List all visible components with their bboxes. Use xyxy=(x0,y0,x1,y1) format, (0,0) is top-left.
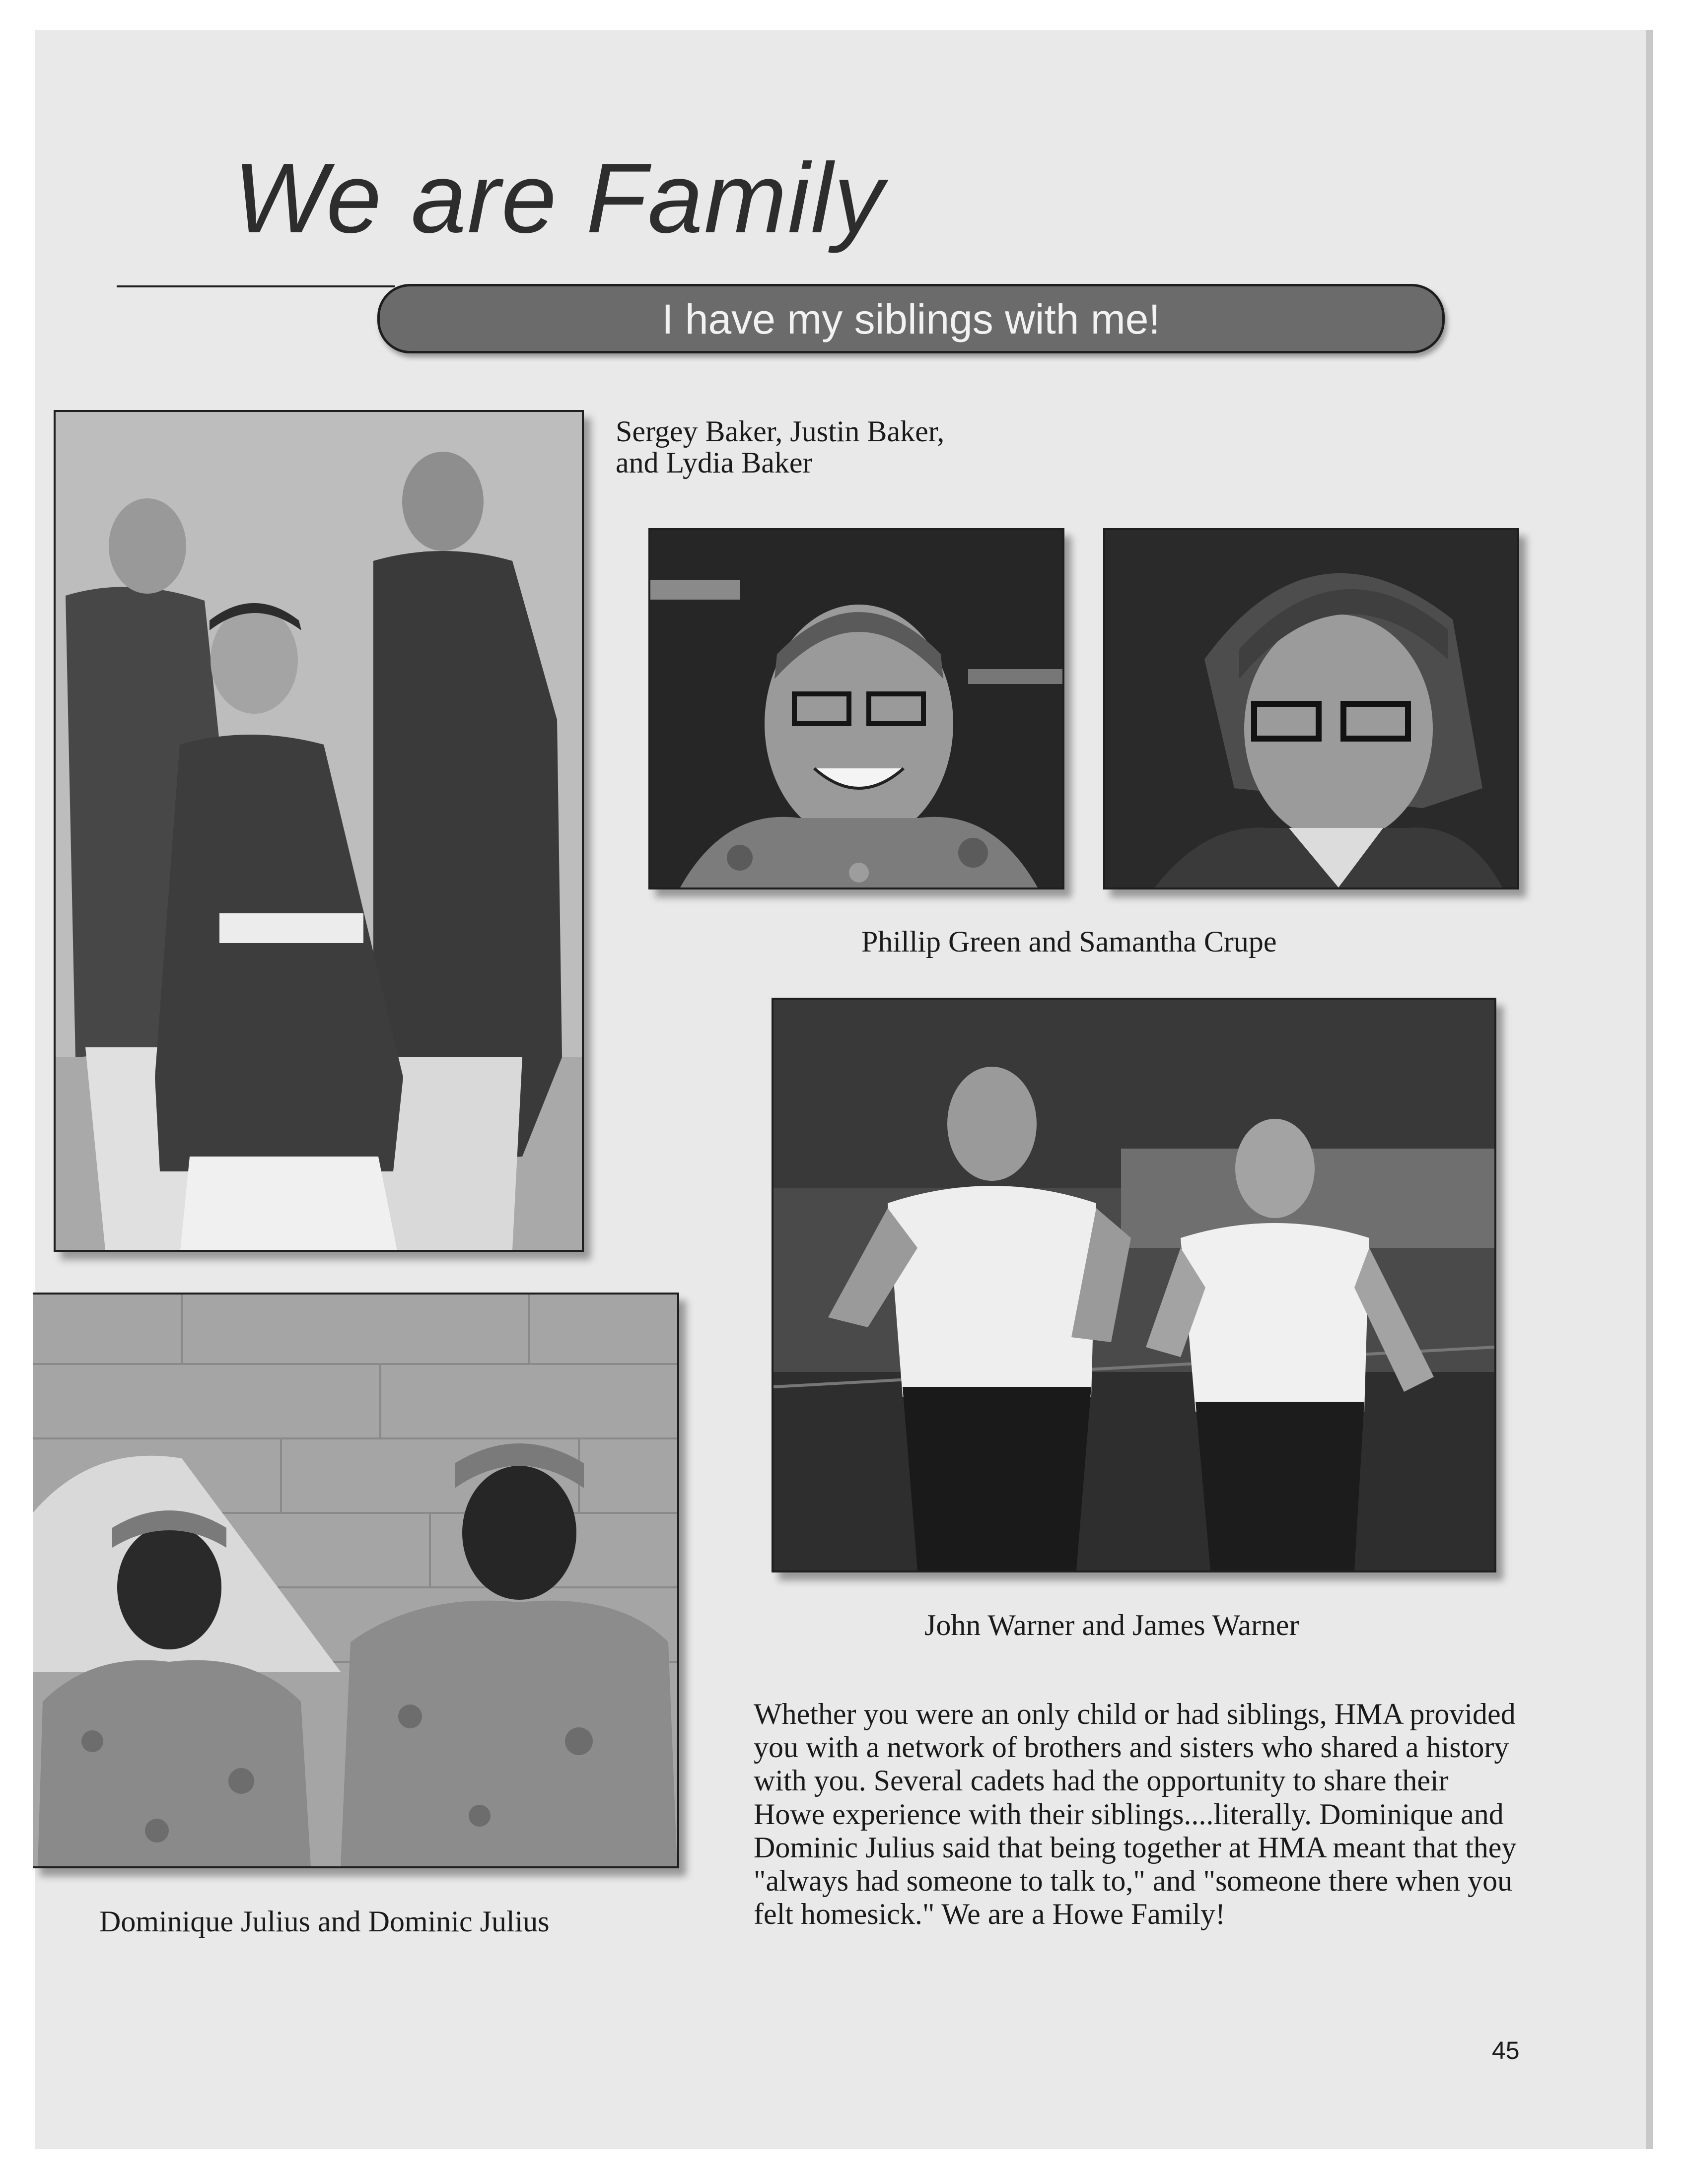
baker-caption-line-2: and Lydia Baker xyxy=(616,446,813,479)
green-crupe-caption: Phillip Green and Samantha Crupe xyxy=(861,925,1277,958)
baker-family-photo xyxy=(54,410,584,1252)
baker-caption-line-1: Sergey Baker, Justin Baker, xyxy=(616,415,945,448)
baker-caption xyxy=(616,416,944,478)
julius-brothers-photo xyxy=(33,1293,679,1868)
subtitle-text: I have my siblings with me! xyxy=(662,296,1160,342)
page-title: We are Family xyxy=(233,143,885,254)
samantha-crupe-photo xyxy=(1103,528,1519,889)
article-body: Whether you were an only child or had siblings, HMA provided you with a network of brothers and sisters who shared a history with you. Several cadets had the opportunity to share their Howe experience with their siblings....literally. Dominique and Dominic Julius said that being together at HMA meant that they "always had someone to talk to," and "someone there when you felt homesick." We are a Howe Family! xyxy=(754,1698,1517,1931)
warner-caption: John Warner and James Warner xyxy=(924,1609,1299,1641)
julius-caption: Dominique Julius and Dominic Julius xyxy=(99,1905,550,1938)
subtitle-banner xyxy=(377,284,1445,353)
title-underline xyxy=(117,285,395,287)
warner-running-photo xyxy=(772,998,1496,1572)
page-number: 45 xyxy=(1492,2037,1520,2064)
phillip-green-photo xyxy=(648,528,1064,889)
